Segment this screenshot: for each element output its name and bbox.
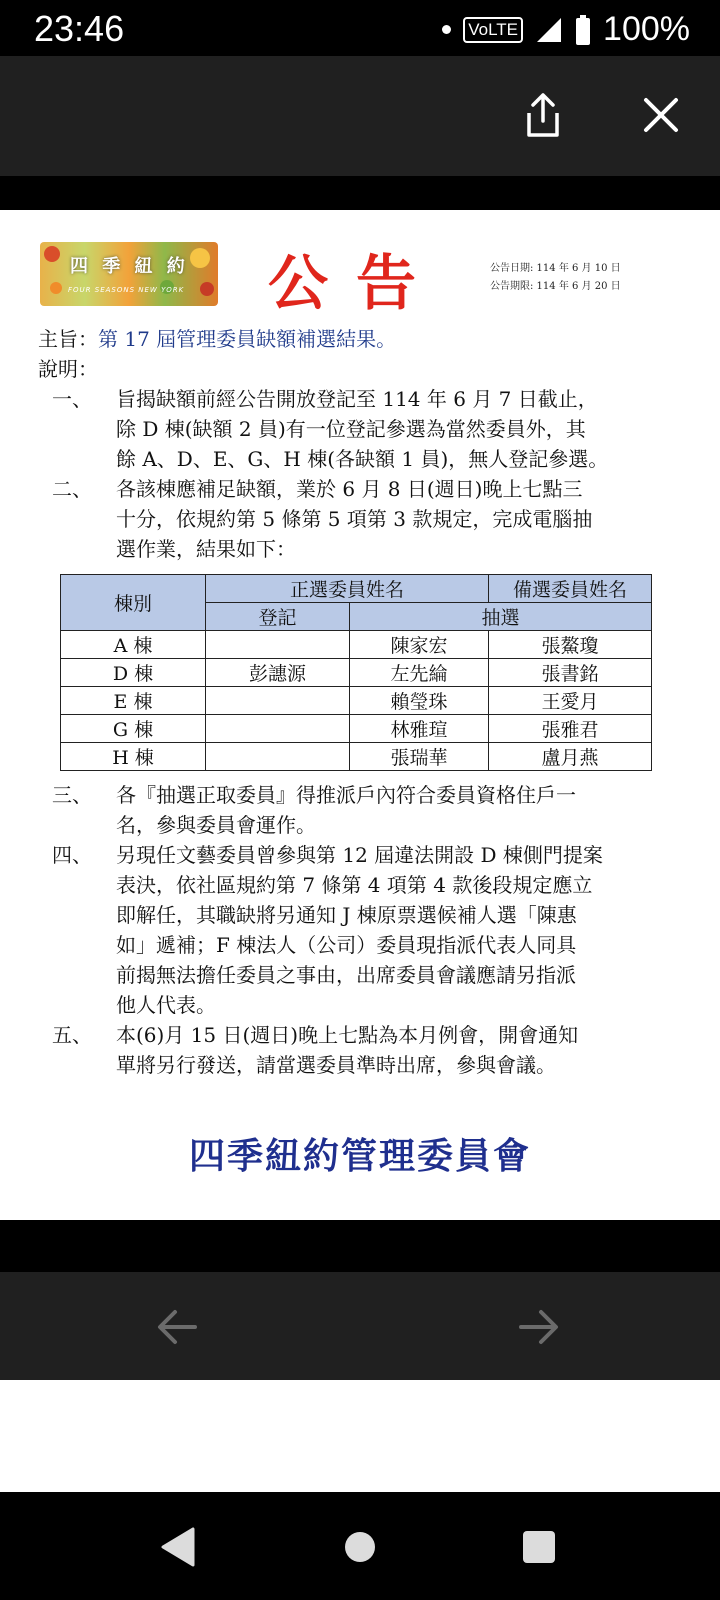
item-number: 三、	[52, 783, 92, 807]
close-icon	[642, 96, 680, 134]
item-number: 二、	[52, 477, 92, 501]
system-back-button[interactable]	[153, 1522, 203, 1572]
item-line: 單將另行發送，請當選委員準時出席，參與會議。	[116, 1053, 556, 1077]
item-line: 各『抽選正取委員』得推派戶內符合委員資格住戶一	[116, 783, 576, 807]
system-navigation-bar	[0, 1492, 720, 1600]
item-line: 前揭無法擔任委員之事由，出席委員會議應請另指派	[116, 963, 576, 987]
item-text	[116, 840, 678, 1020]
item-text	[116, 780, 678, 840]
item-line: 即解任，其職缺將另通知 J 棟原票選候補人選「陳惠	[116, 903, 577, 927]
subject-label: 主旨：	[38, 327, 98, 351]
list-item	[38, 474, 678, 564]
subject-text: 第 17 屆管理委員缺額補選結果。	[98, 327, 397, 351]
cell-building: G 棟	[61, 715, 206, 743]
triangle-back-icon	[160, 1527, 196, 1567]
arrow-right-icon	[519, 1309, 559, 1345]
cell-building: A 棟	[61, 631, 206, 659]
list-item	[38, 384, 678, 474]
document-body-top	[38, 324, 678, 564]
table-row	[61, 743, 652, 771]
cell-alternate: 張雅君	[489, 715, 652, 743]
cell-alternate: 張鰲瓊	[489, 631, 652, 659]
item-line: 表決，依社區規約第 7 條第 4 項第 4 款後段規定應立	[116, 873, 593, 897]
item-number: 一、	[52, 387, 92, 411]
table-row	[61, 687, 652, 715]
item-number: 五、	[52, 1023, 92, 1047]
close-button[interactable]	[628, 82, 694, 148]
explain-label: 說明：	[38, 357, 98, 381]
item-line: 餘 A、D、E、G、H 棟(各缺額 1 員)，無人登記參選。	[116, 447, 609, 471]
cell-alternate: 王愛月	[489, 687, 652, 715]
item-text	[116, 474, 678, 564]
item-line: 名，參與委員會運作。	[116, 813, 316, 837]
table-row	[61, 659, 652, 687]
share-icon	[521, 91, 565, 139]
table-header-row	[61, 575, 652, 603]
item-line: 旨揭缺額前經公告開放登記至 114 年 6 月 7 日截止，	[116, 387, 598, 411]
list-item	[38, 780, 678, 840]
cell-alternate: 張書銘	[489, 659, 652, 687]
item-line: 他人代表。	[116, 993, 216, 1017]
cell-building: D 棟	[61, 659, 206, 687]
circle-home-icon	[343, 1530, 377, 1564]
community-logo	[40, 242, 218, 306]
status-bar	[0, 0, 720, 56]
cell-draw: 林雅瑄	[350, 715, 489, 743]
arrow-left-icon	[157, 1309, 197, 1345]
item-number: 四、	[52, 843, 92, 867]
announce-date: 公告日期: 114 年 6 月 10 日	[490, 263, 621, 274]
header-building: 棟別	[61, 575, 206, 631]
cell-draw: 張瑞華	[350, 743, 489, 771]
item-line: 本(6)月 15 日(週日)晚上七點為本月例會，開會通知	[116, 1023, 579, 1047]
committee-signature: 四季紐約管理委員會	[188, 1135, 531, 1177]
status-time: 23:46	[34, 8, 125, 49]
document-body-bottom	[38, 780, 678, 1080]
table-row	[61, 715, 652, 743]
announcement-title: 公告	[268, 249, 444, 319]
viewer-toolbar	[0, 56, 720, 176]
battery-icon	[575, 15, 591, 45]
square-recents-icon	[522, 1530, 556, 1564]
next-page-button[interactable]	[504, 1292, 574, 1362]
previous-page-button[interactable]	[142, 1292, 212, 1362]
header-main: 正選委員姓名	[206, 575, 489, 603]
cell-draw: 賴瑩珠	[350, 687, 489, 715]
status-icons	[442, 10, 690, 49]
table-row	[61, 631, 652, 659]
cell-register	[206, 743, 350, 771]
volte-icon: VoLTE	[463, 17, 523, 43]
cell-draw: 左先綸	[350, 659, 489, 687]
header-alternate: 備選委員姓名	[489, 575, 652, 603]
header-register: 登記	[206, 603, 350, 631]
cell-register	[206, 687, 350, 715]
cell-register: 彭譓源	[206, 659, 350, 687]
document-page[interactable]	[0, 210, 720, 1220]
logo-title: 四 季 紐 約	[70, 256, 189, 277]
cell-register	[206, 631, 350, 659]
item-line: 如」遞補；F 棟法人（公司）委員現指派代表人同具	[116, 933, 577, 957]
cell-alternate: 盧月燕	[489, 743, 652, 771]
item-line: 除 D 棟(缺額 2 員)有一位登記參選為當然委員外，其	[116, 417, 586, 441]
signal-icon	[535, 16, 563, 44]
item-text	[116, 384, 678, 474]
battery-percent: 100%	[603, 10, 690, 48]
page-gap	[0, 1220, 720, 1272]
result-table	[60, 574, 652, 771]
page-navigation	[0, 1272, 720, 1380]
announcement-document	[0, 210, 720, 1220]
subject-line	[38, 324, 678, 354]
system-home-button[interactable]	[335, 1522, 385, 1572]
item-line: 各該棟應補足缺額，業於 6 月 8 日(週日)晚上七點三	[116, 477, 583, 501]
item-line: 十分，依規約第 5 條第 5 項第 3 款規定，完成電腦抽	[116, 507, 593, 531]
logo-subtitle: FOUR SEASONS NEW YORK	[68, 286, 185, 294]
cell-draw: 陳家宏	[350, 631, 489, 659]
item-line: 選作業，結果如下：	[116, 537, 296, 561]
cell-building: E 棟	[61, 687, 206, 715]
list-item	[38, 1020, 678, 1080]
cell-building: H 棟	[61, 743, 206, 771]
notification-dot-icon	[442, 25, 451, 34]
announce-deadline: 公告期限: 114 年 6 月 20 日	[490, 281, 621, 292]
system-recents-button[interactable]	[514, 1522, 564, 1572]
item-text	[116, 1020, 678, 1080]
item-line: 另現任文藝委員曾參與第 12 屆違法開設 D 棟側門提案	[116, 843, 603, 867]
blank-area	[0, 1380, 720, 1492]
cell-register	[206, 715, 350, 743]
share-button[interactable]	[510, 82, 576, 148]
header-draw: 抽選	[350, 603, 652, 631]
announcement-dates	[490, 260, 621, 296]
list-item	[38, 840, 678, 1020]
